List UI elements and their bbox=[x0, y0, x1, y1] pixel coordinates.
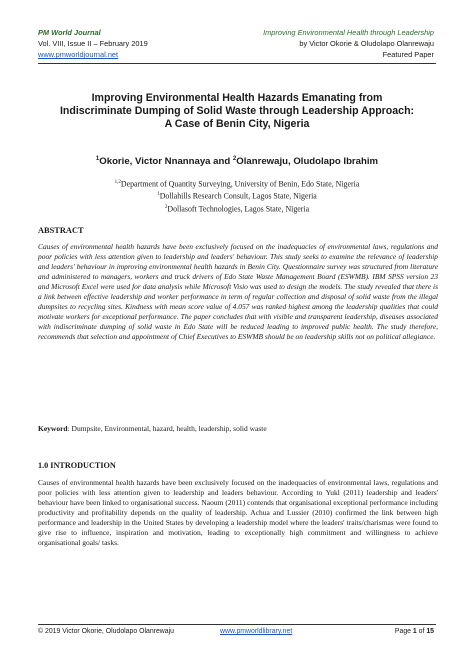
paper-title bbox=[40, 92, 434, 132]
header-right bbox=[263, 27, 434, 61]
title-line: A Case of Benin City, Nigeria bbox=[164, 118, 310, 131]
affiliation bbox=[40, 203, 434, 215]
header-left bbox=[38, 27, 148, 61]
affiliations bbox=[40, 178, 434, 215]
keywords-list: : Dumpsite, Environmental, hazard, health, leadership, solid waste bbox=[67, 424, 267, 433]
affiliation bbox=[40, 178, 434, 190]
page-of: of bbox=[416, 628, 427, 635]
keywords-label: Keyword bbox=[38, 424, 68, 433]
introduction-heading: 1.0 INTRODUCTION bbox=[38, 461, 116, 470]
running-title: Improving Environmental Health through Leadership bbox=[263, 28, 434, 37]
abstract-text: Causes of environmental health hazards have been exclusively focused on the inadequacies of environmental laws, regulations and poor policies with less attention given to leadership and leaders' behaviour. This study seeks to examine the relevance of leadership and leaders' behaviour in improving environmental health hazards in Benin City. Questionnaire survey was structured from literature and administered to managers, workers and truck drivers of Edo State Waste Management Board (ESWMB). IBM SPSS version 23 and Microsoft Excel were used for data analysis while Microsoft Visio was used to design the models. The study revealed that there is a link between effective leadership and worker performance in term of regular collection and disposal of solid waste from the illegal dumpsites to recycling sites. Kindness with mean score value of 4.057 was ranked highest among the leadership qualities that could motivate workers for exceptional performance. The paper concludes that with visible and transparent leadership, diseases associated with indiscriminate dumping of solid waste in Edo State will be reduced leading to improved public health. The study therefore, recommends that selection and appointment of Chief Executives to ESWMB should be on leadership skills not on political allegiance. bbox=[38, 242, 438, 342]
journal-name: PM World Journal bbox=[38, 28, 101, 37]
page-number bbox=[395, 627, 434, 636]
author-name: Okorie, Victor Nnannaya and bbox=[99, 156, 233, 168]
author-superscript: 2 bbox=[232, 156, 237, 162]
keywords bbox=[38, 424, 438, 433]
page-total: 15 bbox=[426, 628, 434, 635]
affiliation-superscript: 1,2 bbox=[114, 180, 121, 185]
header-rule bbox=[38, 63, 436, 64]
introduction-text: Causes of environmental health hazards have been exclusively focused on the inadequacies of environmental laws, regulations and poor policies with less attention given to leadership and leaders behaviour. According to Yukl (2011) leadership and leaders' behaviour have been linked to organisational success. Naoum (2011) contends that organisational exceptional performance including productivity and profitability depends on the quality of leadership. Achua and Lussier (2010) confirmed the link between high performance and leadership in the United States by developing a leadership model where the leaders' traits/charismas were found to give rise to influence, inspiration and motivation, leading to exceptionally high commitment and willingness to achieve organisational goals/ tasks. bbox=[38, 478, 438, 547]
footer-rule bbox=[38, 624, 436, 625]
abstract-heading: ABSTRACT bbox=[38, 226, 84, 235]
affiliation-text: Department of Quantity Surveying, University of Benin, Edo State, Nigeria bbox=[120, 179, 360, 189]
journal-website-link[interactable]: www.pmworldjournal.net bbox=[38, 50, 119, 60]
author-superscript: 1 bbox=[95, 156, 100, 162]
library-website-link[interactable]: www.pmworldlibrary.net bbox=[220, 628, 293, 635]
paper-type: Featured Paper bbox=[382, 50, 434, 60]
affiliation-text: Dollasoft Technologies, Lagos State, Nigeria bbox=[167, 204, 310, 214]
footer-website bbox=[220, 627, 292, 636]
footer-copyright: © 2019 Victor Okorie, Oludolapo Olanrewaju bbox=[38, 628, 174, 635]
affiliation-text: Dollahills Research Consult, Lagos State, Nigeria bbox=[159, 192, 317, 202]
title-line: Improving Environmental Health Hazards Emanating from bbox=[91, 92, 383, 104]
volume-issue: Vol. VIII, Issue II – February 2019 bbox=[38, 39, 148, 49]
affiliation-superscript: 1 bbox=[157, 192, 160, 198]
author-name: Olanrewaju, Oludolapo Ibrahim bbox=[236, 156, 379, 168]
page-current: 1 bbox=[412, 628, 417, 635]
title-line: Indiscriminate Dumping of Solid Waste through Leadership Approach: bbox=[59, 105, 415, 118]
page-label: Page bbox=[394, 628, 413, 635]
author-line bbox=[40, 156, 434, 167]
affiliation bbox=[40, 190, 434, 202]
affiliation-superscript: 2 bbox=[164, 204, 168, 210]
running-authors: by Victor Okorie & Oludolapo Olanrewaju bbox=[299, 39, 434, 49]
